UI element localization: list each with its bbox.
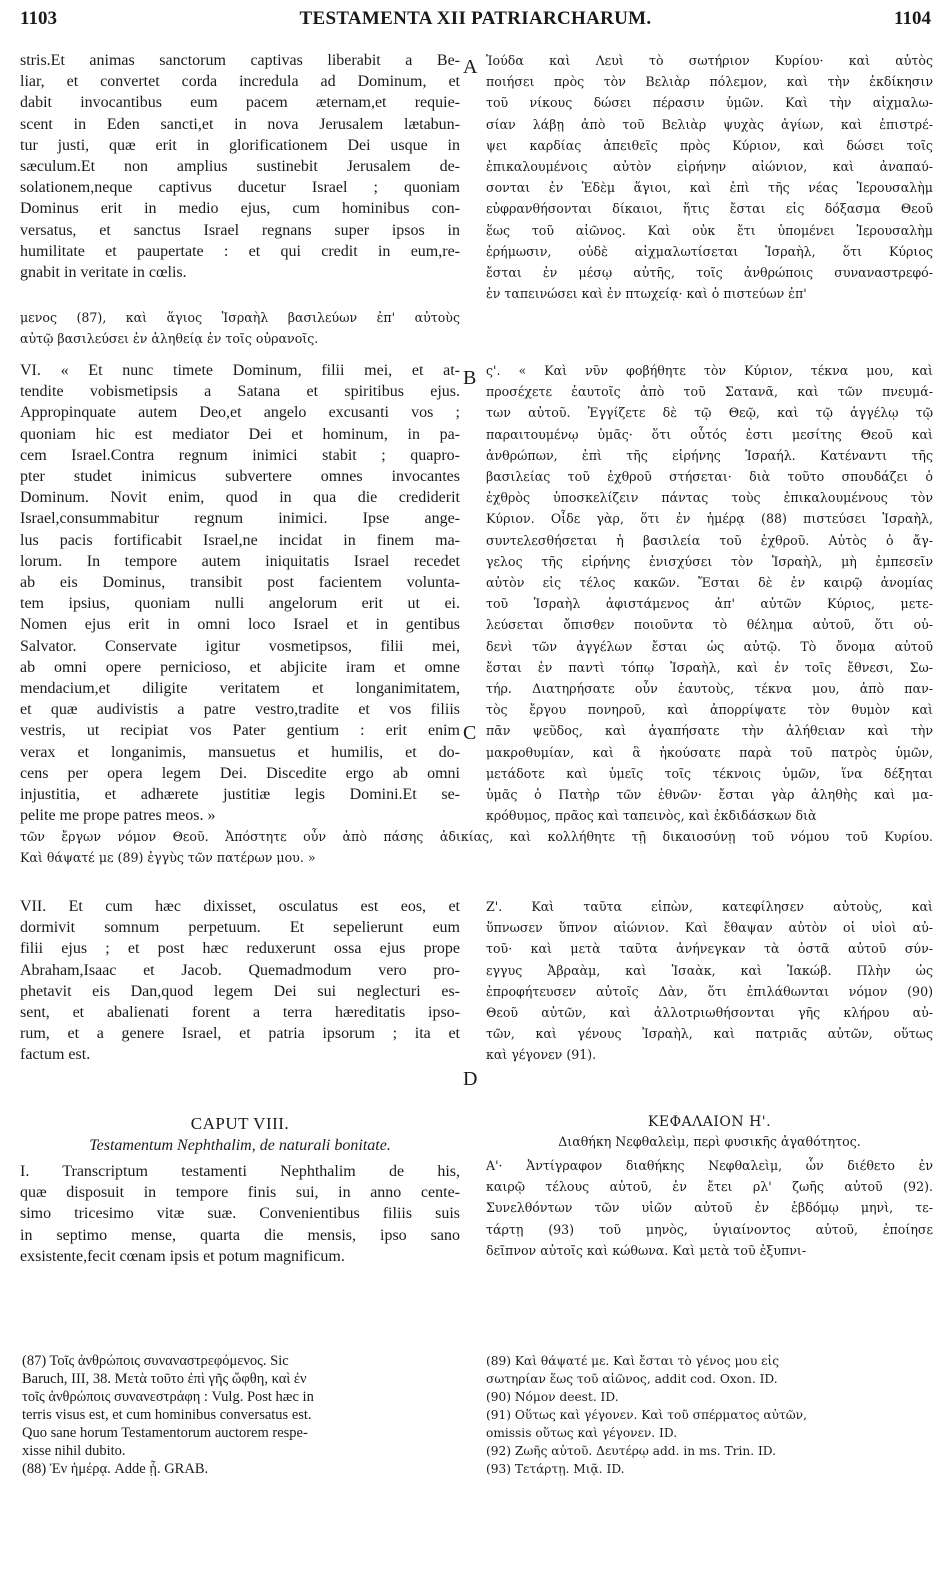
footnote-line: Baruch, III, 38. Μετὰ τοῦτο ἐπὶ γῆς ὤφθη, καὶ ἐν [22, 1371, 307, 1387]
footnote-line: (90) Νόμον deest. ID. [486, 1390, 619, 1404]
text-line: ς'. « Καὶ νῦν φοβήθητε τὸν Κύριον, τέκνα μου, καὶ [486, 363, 933, 378]
footnotes-right [486, 1352, 933, 1478]
text-line: gnabit in veritate in cœlis. [20, 264, 187, 282]
text-line: Nomen ejus erit in omni loco Israel et in gentibus [20, 616, 460, 634]
text-line: cens per opera legem Dei. Discedite ergo ab omni [20, 764, 460, 782]
text-line: πᾶν ψεῦδος, καὶ ἀγαπήσατε τὴν ἀλήθειαν καὶ τὴν [486, 723, 933, 739]
greek-section-vii [486, 896, 933, 1066]
text-line: Abraham,Isaac et Jacob. Quemadmodum vero pro- [20, 961, 460, 979]
latin-greek-tail [20, 307, 460, 349]
text-line: Θεοῦ αὐτῶν, καὶ ἀλλοτριωθήσονται γῆς κλήρου αὐ- [486, 1005, 933, 1021]
running-header [20, 8, 931, 34]
text-line: ἐπροφήτευσεν αὐτοῖς Δὰν, ὅτι ἐπιλάθωνται νόμον (90) [486, 983, 933, 999]
footnote-line: xisse nihil dubito. [22, 1443, 126, 1459]
text-line: simo tricesimo vitæ suæ. Convenientibus filiis suis [20, 1205, 460, 1223]
text-line: ὑμᾶς ὁ Πατὴρ τῶν ἐθνῶν· ἔσται γὰρ ἀληθὴς καὶ μα- [486, 787, 933, 803]
text-line: αὐτῷ βασιλεύσει ἐν ἀληθείᾳ ἐν τοῖς οὐρανοῖς. [20, 331, 319, 347]
margin-letter-c: C [463, 722, 477, 744]
latin-text-top [20, 50, 460, 283]
text-line: lus pacis fortificabit Israel,ne incidat in finem ma- [20, 531, 460, 549]
page-number-right: 1104 [894, 8, 931, 29]
text-line: μενος (87), καὶ ἅγιος Ἰσραὴλ βασιλεύων ἐπ' αὐτοὺς [20, 310, 460, 325]
page-number-left: 1103 [20, 8, 57, 29]
text-line: quoniam hic est mediator Dei et hominum, in pa- [20, 425, 460, 443]
text-line: vestris, ut recipiat vos Pater gentium : erit enim [20, 722, 460, 740]
footnote-line: terris visus est, et cum hominibus conversatus est. [22, 1407, 312, 1423]
text-line: exsistente,fecit cœnam ipsis et potum magnificum. [20, 1247, 345, 1265]
text-line: των αὐτοῦ. Ἐγγίζετε δὲ τῷ Θεῷ, καὶ τῷ ἀγγέλῳ τῷ [486, 405, 933, 421]
running-title: TESTAMENTA XII PATRIARCHARUM. [299, 8, 652, 29]
text-line: ἐν ταπεινώσει καὶ ἐν πτωχείᾳ· καὶ ὁ πιστεύων ἐπ' [486, 286, 807, 302]
text-line: σίαν λάβῃ ἀπὸ τοῦ Βελιὰρ ψυχὰς ἁγίων, καὶ ἐπιστρέ- [486, 116, 933, 132]
kephalaion-body [486, 1155, 933, 1261]
text-line: Salvator. Conservate igitur vosmetipsos, filii mei, [20, 637, 460, 655]
text-line: injustitia, et adhærete justitiæ legis Domini.Et se- [20, 786, 460, 804]
kephalaion-subtitle: Διαθήκη Νεφθαλεὶμ, περὶ φυσικῆς ἀγαθότητος. [558, 1134, 861, 1149]
text-line: filii ejus ; et post hæc reduxerunt ossa ejus prope [20, 940, 460, 958]
caput-title: CAPUT VIII. [190, 1114, 290, 1133]
text-line: σονται ἐν Ἐδὲμ ἅγιοι, καὶ ἐπὶ τῆς νέας Ἱερουσαλὴμ [486, 180, 933, 196]
text-line: pelite me prope patres meos. » [20, 807, 216, 825]
text-line: sent, et abalienati forent a terra hæreditatis ipso- [20, 1004, 460, 1022]
text-line: ἕως τοῦ αἰῶνος. Καὶ οὐκ ἔτι ὑπομένει Ἱερουσαλὴμ [486, 222, 933, 238]
text-line: ab eis Dominus, transibit post facientem volunta- [20, 574, 460, 592]
margin-letter-d: D [463, 1068, 478, 1090]
full-width-greek [20, 826, 933, 868]
text-line: δενὶ τῶν ἀγγέλων ἔσται ὡς αὐτῷ. Τὸ ὄνομα αὐτοῦ [486, 638, 933, 654]
text-line: ἐρήμωσιν, οὐδὲ αἰχμαλωτίσεται Ἰσραὴλ, ὅτι Κύριος [486, 243, 933, 259]
text-line: tem ipsius, quoniam nulli angelorum erit ut ei. [20, 595, 460, 613]
text-line: ab omni opere pernicioso, et abjicite iram et omne [20, 658, 460, 676]
text-line: δεῖπνον αὐτοῖς καὶ κώθωνα. Καὶ μετὰ τοῦ ἐξυπνι- [486, 1242, 807, 1258]
text-line: quæ disposuit in tempore finis sui, in anno cente- [20, 1184, 460, 1202]
caput-body [20, 1161, 460, 1267]
text-line: προσέχετε ἑαυτοῖς ἀπὸ τοῦ Σατανᾶ, καὶ τῶν πνευμά- [486, 384, 933, 400]
margin-letter-a: A [463, 56, 478, 78]
text-line: verax et longanimis, mansuetus et humilis, et do- [20, 743, 460, 761]
text-line: Ζ'. Καὶ ταῦτα εἰπὼν, κατεφίλησεν αὐτοὺς, καὶ [486, 899, 933, 914]
text-line: βασιλείας τοῦ ἐχθροῦ στήσεται· διὰ τοῦτο σπουδάζει ὁ [486, 469, 933, 485]
text-line: Dominus erit in medio ejus, cum hominibus con- [20, 200, 460, 218]
text-line: in septimo mense, quarta die mensis, ipso sano [20, 1226, 460, 1244]
text-line: phetavit eis Dan,quod legem Dei sui neglecturi es- [20, 982, 460, 1000]
footnote-line: τοῖς ἀνθρώποις συνανεστράφη : Vulg. Post hæc in [22, 1389, 314, 1405]
text-line: mendacium,et diligite veritatem et longanimitatem, [20, 680, 460, 698]
text-line: VII. Et cum hæc dixisset, osculatus est eos, et [20, 898, 460, 915]
text-line: μακροθυμίαν, καὶ ἃ ἠκούσατε παρὰ τοῦ πατρὸς ὑμῶν, [486, 744, 933, 760]
text-line: τὸς ἔργου πονηροῦ, καὶ ἀπορρίψατε τὸν θυμὸν καὶ [486, 702, 933, 718]
text-line: ἔσται ἐν παντὶ τόπῳ Ἰσραὴλ, καὶ ἐν τοῖς ἔθνεσι, Σω- [486, 659, 933, 675]
text-line: Appropinquate autem Deo,et angelo excusanti vos ; [20, 404, 460, 422]
latin-section-vi [20, 360, 460, 826]
text-line: dabit invocantibus eum pacem æternam,et requie- [20, 94, 460, 112]
text-line: et quæ audivistis a patre vestro,tradite et vos filiis [20, 701, 460, 719]
text-line: tur justi, quæ erit in glorificationem Dei usque in [20, 136, 460, 154]
caput-viii [20, 1114, 460, 1267]
text-line: Κύριον. Οἶδε γὰρ, ὅτι ἐν ἡμέρᾳ (88) πιστεύσει Ἰσραὴλ, [486, 511, 933, 527]
caput-subtitle: Testamentum Nephthalim, de naturali bonitate. [89, 1137, 391, 1154]
text-line: solationem,neque captivus ducetur Israel ; quoniam [20, 179, 460, 197]
text-line: Συνελθόντων τῶν υἱῶν αὐτοῦ ἐν ἑβδόμῳ μηνὶ, τε- [486, 1200, 933, 1216]
text-line: εγγυς Ἀβραὰμ, καὶ Ἰσαὰκ, καὶ Ἰακώβ. Πλὴν ὡς [486, 962, 933, 978]
text-line: sæculum.Et non amplius sustinebit Jerusalem de- [20, 158, 460, 176]
text-line: ποιήσει πρὸς τὸν Βελιὰρ πόλεμον, καὶ τὴν ἐκδίκησιν [486, 74, 933, 90]
text-line: scent in Eden sancti,et in nova Jerusalem lætabun- [20, 115, 460, 133]
footnote-line: σωτηρίαν ἕως τοῦ αἰῶνος, addit cod. Oxon. ID. [486, 1372, 778, 1386]
text-line: liar, et convertet corda incredula ad Dominum, et [20, 73, 460, 91]
footnote-line: (91) Οὕτως καὶ γέγονεν. Καὶ τοῦ σπέρματος αὐτῶν, [486, 1408, 807, 1422]
text-line: εὐφρανθήσονται δίκαιοι, ἥτις ἔσται εἰς δόξασμα Θεοῦ [486, 201, 933, 217]
text-line: λεύσεται ὄπισθεν ποιοῦντα τὸ θέλημα αὐτοῦ, ὅτι οὐ- [486, 617, 933, 633]
text-line: rum, et a genere Israel, et patria ipsorum ; ita et [20, 1025, 460, 1043]
text-line: stris.Et animas sanctorum captivas liberabit a Be- [20, 52, 460, 69]
text-line: cem Israel.Contra regnum inimici stabit ; quapro- [20, 446, 460, 464]
text-line: I. Transcriptum testamenti Nephthalim de his, [20, 1163, 460, 1180]
text-line: ἐπικαλουμένοις αὐτὸν εἰρήνην αἰώνιον, καὶ ἀναπαύ- [486, 159, 933, 175]
margin-letter-b: B [463, 367, 477, 389]
text-line: τοῦ Ἰσραὴλ ἀφιστάμενος ἀπ' αὐτῶν Κύριος, μετε- [486, 596, 933, 612]
footnotes-left [22, 1352, 458, 1478]
text-line: tendite vobismetipsis a Satana et spiritibus ejus. [20, 383, 460, 401]
text-line: καιρῷ τέλους αὐτοῦ, ἐν ἔτει ρλ' ζωῆς αὐτοῦ (92). [486, 1179, 933, 1195]
footnote-line: Quo sane horum Testamentorum auctorem respe- [22, 1425, 308, 1441]
text-line: αὐτὸν εἰς τέλος κακῶν. Ἔσται δὲ ἐν καιρῷ ἀνομίας [486, 575, 933, 591]
text-line: κρόθυμος, πρᾶος καὶ ταπεινὸς, καὶ ἐκδιδάσκων διὰ [486, 808, 817, 824]
text-line: τῶν, καὶ γένους Ἰσραὴλ, καὶ πατριᾶς αὐτῶν, οὕτως [486, 1026, 933, 1042]
footnote-line: omissis οὕτως καὶ γέγονεν. ID. [486, 1426, 678, 1440]
text-line: μετάδοτε καὶ ὑμεῖς τοῖς τέκνοις ὑμῶν, ἵνα δέξηται [486, 765, 933, 781]
text-line: Israel,consummabitur regnum inimici. Ipse ange- [20, 510, 460, 528]
kephalaion-title: ΚΕΦΑΛΑΙΟΝ Η'. [647, 1114, 772, 1130]
text-line: τήρ. Διατηρήσατε οὖν ἑαυτοὺς, τέκνα μου, ἀπὸ παν- [486, 681, 933, 697]
text-line: versatus, et sanctus Israel regnans super ipsos in [20, 221, 460, 239]
text-line: Ἰούδα καὶ Λευὶ τὸ σωτήριον Κυρίου· καὶ αὐτὸς [486, 53, 933, 68]
greek-section-vi [486, 360, 933, 826]
text-line: ἐχθρὸς ὑποσκελίζειν πάντας τοὺς ἐπικαλουμένους τὸν [486, 490, 933, 506]
text-line: παραιτουμένῳ ὑμᾶς· ὅτι οὗτός ἐστι μεσίτης Θεοῦ καὶ [486, 426, 933, 442]
footnote-line: (88) Ἐν ἡμέρᾳ. Adde ᾗ. GRAB. [22, 1461, 209, 1477]
text-line: dormivit somnum perpetuum. Et sepelierunt eum [20, 919, 460, 937]
footnote-line: (87) Τοῖς ἀνθρώποις συναναστρεφόμενος. Sic [22, 1353, 289, 1369]
text-line: καὶ γέγονεν (91). [486, 1047, 597, 1063]
text-line: Α'· Ἀντίγραφον διαθήκης Νεφθαλεὶμ, ὧν διέθετο ἐν [486, 1158, 933, 1173]
text-line: τοῦ· καὶ μετὰ ταῦτα ἀνήνεγκαν τὰ ὀστᾶ αὐτοῦ σύν- [486, 941, 933, 957]
footnote-line: (89) Καὶ θάψατέ με. Καὶ ἔσται τὸ γένος μου εἰς [486, 1354, 780, 1368]
text-line: Dominum. Novit enim, quod in qua die crediderit [20, 489, 460, 507]
greek-text-top [486, 50, 933, 304]
text-line: factum est. [20, 1046, 91, 1064]
text-line: ὕπνωσεν ὕπνον αἰώνιον. Καὶ ἔθαψαν αὐτὸν οἱ υἱοὶ αὐ- [486, 920, 933, 936]
footnote-line: (93) Τετάρτῃ. Μιᾷ. ID. [486, 1462, 625, 1476]
text-line: VI. « Et nunc timete Dominum, filii mei, et at- [20, 362, 460, 379]
text-line: humilitate et paupertate : et qui credit in eum,re- [20, 242, 460, 260]
text-line: τῶν ἔργων νόμον Θεοῦ. Ἀπόστητε οὖν ἀπὸ πάσης ἀδικίας, καὶ κολλήθητε τῇ δικαιοσύνῃ τοῦ νόμου τοῦ Κυρίου. [20, 829, 933, 844]
text-line: ἔσται ἐν μέσῳ αὐτῆς, τοῖς ἀνθρώποις συναναστρεφό- [486, 265, 933, 281]
text-line: τάρτῃ (93) τοῦ μηνὸς, ὑγιαίνοντος αὐτοῦ, ἐποίησε [486, 1221, 933, 1237]
text-line: pter studet inimicus subvertere omnes invocantes [20, 468, 460, 486]
latin-section-vii [20, 896, 460, 1066]
text-line: γελος τῆς εἰρήνης ἐνισχύσει τὸν Ἰσραὴλ, μὴ ἐμπεσεῖν [486, 553, 933, 569]
text-line: ἀνθρώπων, ἐπὶ τῆς εἰρήνης Ἰσραήλ. Κατέναντι τῆς [486, 447, 933, 463]
text-line: Καὶ θάψατέ με (89) ἐγγὺς τῶν πατέρων μου. » [20, 850, 316, 866]
footnote-line: (92) Ζωῆς αὐτοῦ. Δευτέρῳ add. in ms. Trin. ID. [486, 1444, 777, 1458]
text-line: συντελεσθήσεται ἡ βασιλεία τοῦ ἐχθροῦ. Αὐτὸς ὁ ἄγ- [486, 532, 933, 548]
text-line: τοῦ νίκους δώσει πέρασιν ὑμῶν. Καὶ τὴν αἰχμαλω- [486, 95, 933, 111]
text-line: ψει καρδίας ἀπειθεῖς πρὸς Κύριον, καὶ δώσει τοῖς [486, 137, 933, 153]
text-line: lorum. In tempore autem iniquitatis Israel recedet [20, 552, 460, 570]
kephalaion-h [486, 1114, 933, 1261]
